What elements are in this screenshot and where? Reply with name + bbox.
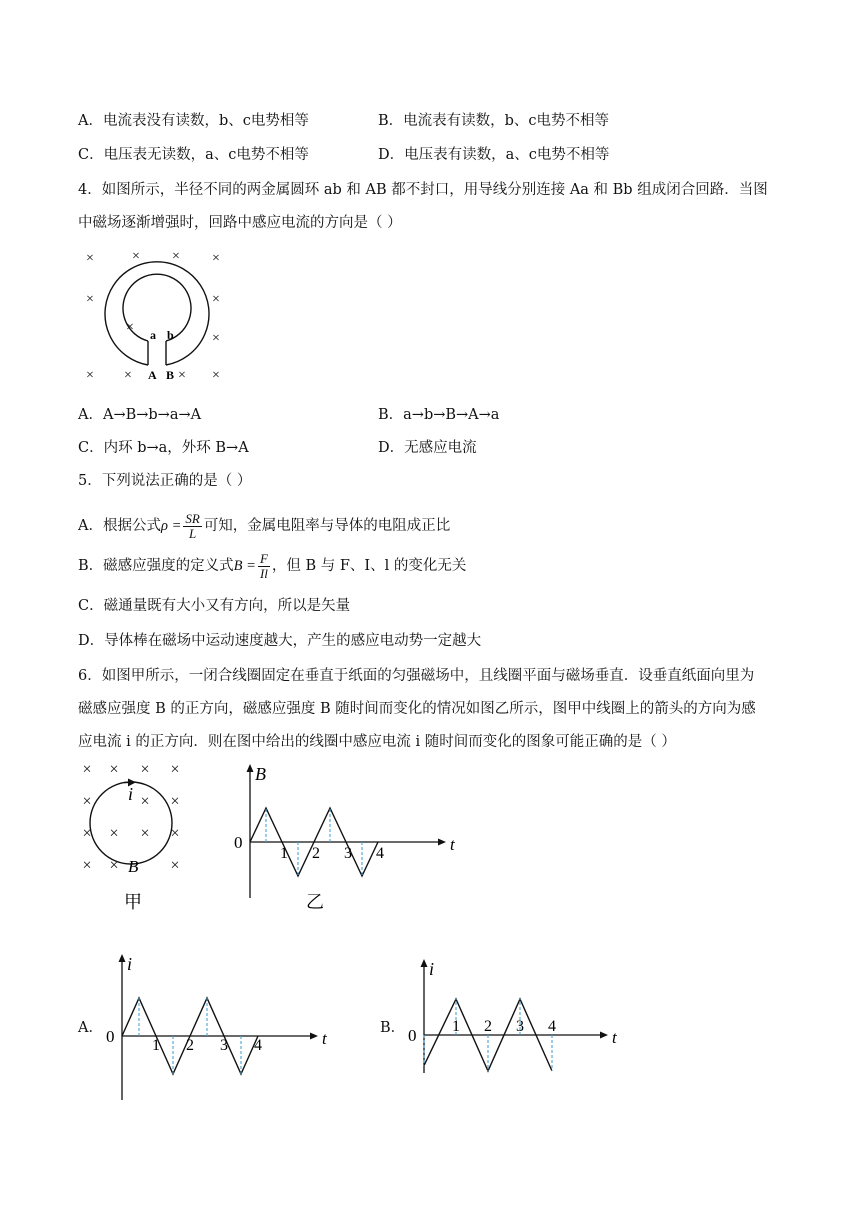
cross-mark: × [82, 857, 92, 874]
q4-option-c: C．内环 b→a，外环 B→A [78, 440, 249, 456]
label-B: B [128, 857, 139, 876]
q5-stem: 5．下列说法正确的是（ ） [78, 473, 252, 489]
q6-option-b-graph [402, 955, 632, 1080]
cross-mark: × [82, 825, 92, 842]
y-axis-label: B [255, 764, 266, 784]
cross-mark: × [109, 857, 119, 874]
x-axis-label: t [450, 835, 455, 854]
tick-label: 3 [516, 1018, 524, 1035]
cross-mark: × [140, 825, 150, 842]
cross-mark: × [178, 368, 186, 383]
y-axis-arrow [119, 954, 126, 962]
q4-stem-line2: 中磁场逐渐增强时，回路中感应电流的方向是（ ） [78, 215, 402, 231]
origin-label: 0 [234, 833, 243, 852]
caption-yi: 乙 [306, 892, 324, 912]
q6-option-b-label: B． [380, 1020, 406, 1036]
q5-option-a: A．根据公式ρ = $\frac{SR}{L}$ 可知，金属电阻率与导体的电阻成正比 [78, 510, 451, 541]
y-axis-label: i [429, 959, 435, 979]
cross-mark: × [82, 793, 92, 810]
q6-stem-line2: 磁感应强度 B 的正方向，磁感应强度 B 随时间而变化的情况如图乙所示，图甲中线圈上的箭头的方向为感 [78, 701, 756, 717]
tick-label: 3 [344, 845, 352, 862]
cross-mark: × [124, 368, 132, 383]
cross-mark: × [140, 793, 150, 810]
cross-mark: × [212, 292, 220, 307]
cross-mark: × [170, 857, 180, 874]
y-axis-arrow [247, 764, 254, 772]
q6-option-a-graph [100, 950, 330, 1105]
tick-label: 4 [548, 1018, 556, 1035]
q3-option-c: C．电压表无读数，a、c电势不相等 [78, 147, 309, 163]
y-axis-arrow [421, 959, 428, 967]
cross-mark: × [109, 825, 119, 842]
cross-mark: × [126, 320, 134, 335]
q4-stem-line1: 4．如图所示，半径不同的两金属圆环 ab 和 AB 都不封口，用导线分别连接 Aa 和 Bb 组成闭合回路．当图 [78, 182, 768, 198]
origin-label: 0 [408, 1026, 417, 1045]
q3-option-d: D．电压表有读数，a、c电势不相等 [378, 147, 610, 163]
cross-mark: × [132, 249, 140, 264]
cross-mark: × [140, 761, 150, 778]
q5-option-d: D．导体棒在磁场中运动速度越大，产生的感应电动势一定越大 [78, 633, 482, 649]
cross-mark: × [212, 368, 220, 383]
x-axis-arrow [600, 1032, 608, 1039]
cross-mark: × [212, 331, 220, 346]
q6-figure-yi [228, 760, 458, 915]
q4-option-a: A．A→B→b→a→A [78, 407, 202, 423]
x-axis-arrow [310, 1033, 318, 1040]
tick-label: 1 [152, 1037, 160, 1054]
cross-mark: × [86, 292, 94, 307]
x-axis-label: t [612, 1028, 617, 1047]
x-axis-label: t [322, 1029, 327, 1048]
q5-option-b: B．磁感应强度的定义式B = $\frac{F}{Il}$ ，但 B 与 F、I、l 的变化无关 [78, 550, 467, 581]
cross-mark: × [212, 251, 220, 266]
cross-mark: × [86, 251, 94, 266]
tick-label: 1 [452, 1018, 460, 1035]
cross-mark: × [170, 761, 180, 778]
tick-label: 4 [376, 845, 384, 862]
cross-mark: × [86, 368, 94, 383]
cross-mark: × [109, 761, 119, 778]
q6-figure-jia [74, 758, 194, 918]
tick-label: 3 [220, 1037, 228, 1054]
tick-label: 2 [186, 1037, 194, 1054]
x-axis-arrow [438, 839, 446, 846]
q6-stem-line1: 6．如图甲所示，一闭合线圈固定在垂直于纸面的匀强磁场中，且线圈平面与磁场垂直．设垂直纸面向里为 [78, 668, 755, 684]
tick-label: 2 [312, 845, 320, 862]
label-a: a [150, 328, 156, 342]
q3-option-a: A．电流表没有读数，b、c电势相等 [78, 113, 309, 129]
q4-ring-figure [78, 245, 228, 385]
label-b: b [167, 328, 174, 342]
tick-label: 1 [280, 845, 288, 862]
cross-mark: × [172, 249, 180, 264]
label-i: i [128, 784, 134, 804]
q4-option-b: B．a→b→B→A→a [378, 407, 500, 423]
cross-mark: × [82, 761, 92, 778]
q3-option-b: B．电流表有读数，b、c电势不相等 [378, 113, 610, 129]
q5-option-c: C．磁通量既有大小又有方向，所以是矢量 [78, 598, 351, 614]
cross-mark: × [170, 825, 180, 842]
origin-label: 0 [106, 1027, 115, 1046]
tick-label: 2 [484, 1018, 492, 1035]
caption-jia: 甲 [124, 892, 142, 912]
tick-label: 4 [254, 1037, 262, 1054]
label-B: B [166, 368, 175, 382]
cross-mark: × [170, 793, 180, 810]
y-axis-label: i [127, 954, 133, 974]
q4-option-d: D．无感应电流 [378, 440, 477, 456]
label-A: A [148, 368, 157, 382]
q6-stem-line3: 应电流 i 的正方向．则在图中给出的线圈中感应电流 i 随时间而变化的图象可能正确的是（ ） [78, 734, 676, 750]
q6-option-a-label: A． [78, 1020, 103, 1036]
